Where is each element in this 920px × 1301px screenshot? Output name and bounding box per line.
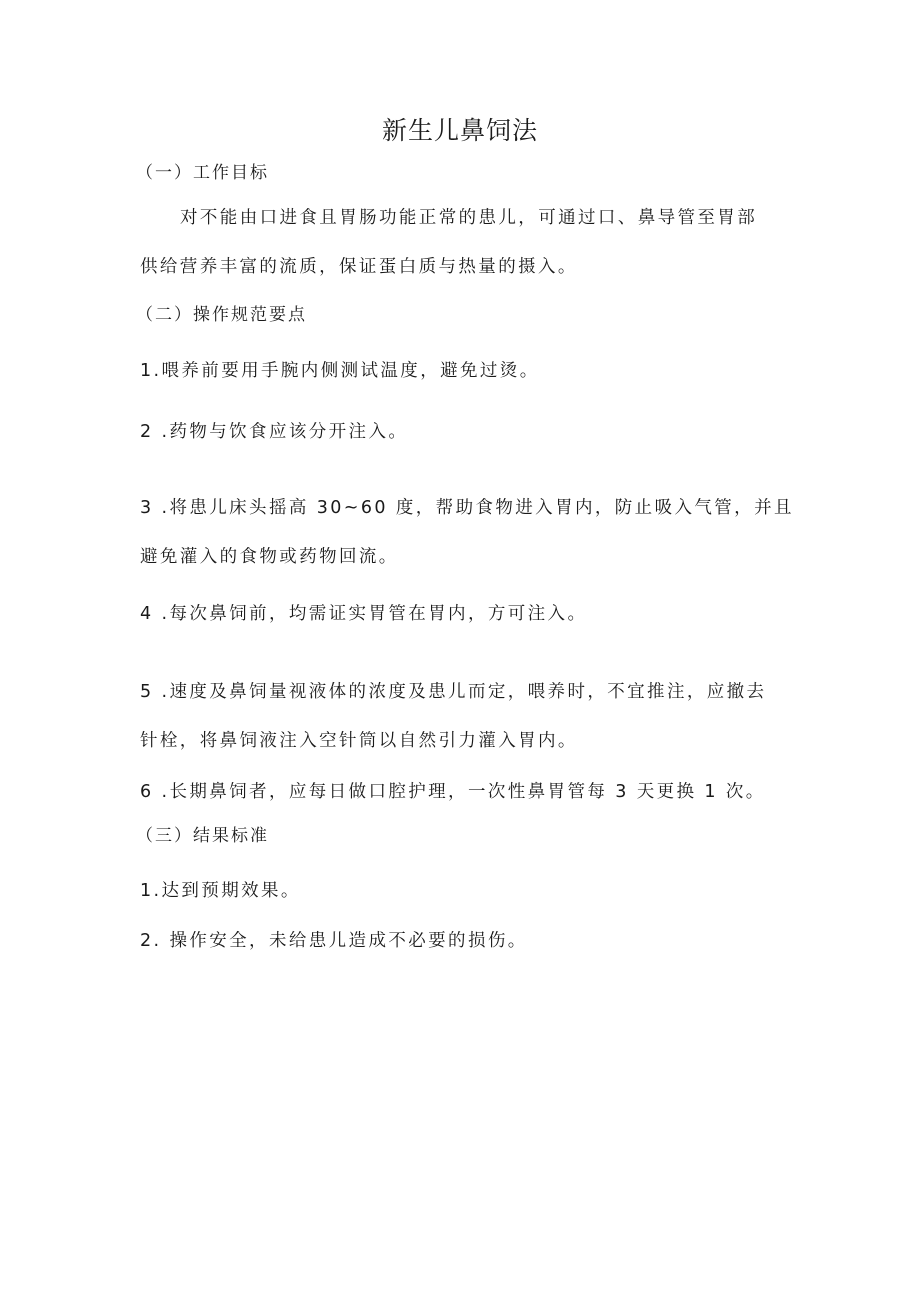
procedure-item-3-line-1: 3 .将患儿床头摇高 30~60 度，帮助食物进入胃内，防止吸入气管，并且 [140,498,794,518]
procedure-item-4: 4 .每次鼻饲前，均需证实胃管在胃内，方可注入。 [140,604,588,624]
procedure-item-2: 2 .药物与饮食应该分开注入。 [140,422,409,442]
procedure-item-1: 1.喂养前要用手腕内侧测试温度，避免过烫。 [140,361,540,381]
section-heading-goals: （一）工作目标 [136,163,269,183]
results-item-2: 2. 操作安全，未给患儿造成不必要的损伤。 [140,931,528,951]
document-title: 新生儿鼻饲法 [381,116,538,145]
results-item-1: 1.达到预期效果。 [140,881,301,901]
goals-paragraph-line-2: 供给营养丰富的流质，保证蛋白质与热量的摄入。 [140,257,578,277]
procedure-item-5-line-1: 5 .速度及鼻饲量视液体的浓度及患儿而定，喂养时，不宜推注，应撤去 [140,682,767,702]
goals-paragraph-line-1: 对不能由口进食且胃肠功能正常的患儿，可通过口、鼻导管至胃部 [180,208,758,228]
procedure-item-6: 6 .长期鼻饲者，应每日做口腔护理，一次性鼻胃管每 3 天更换 1 次。 [140,782,766,802]
procedure-item-3-line-2: 避免灌入的食物或药物回流。 [140,547,399,567]
section-heading-procedure: （二）操作规范要点 [136,305,307,325]
section-heading-results: （三）结果标准 [136,826,269,846]
procedure-item-5-line-2: 针栓，将鼻饲液注入空针筒以自然引力灌入胃内。 [140,731,578,751]
